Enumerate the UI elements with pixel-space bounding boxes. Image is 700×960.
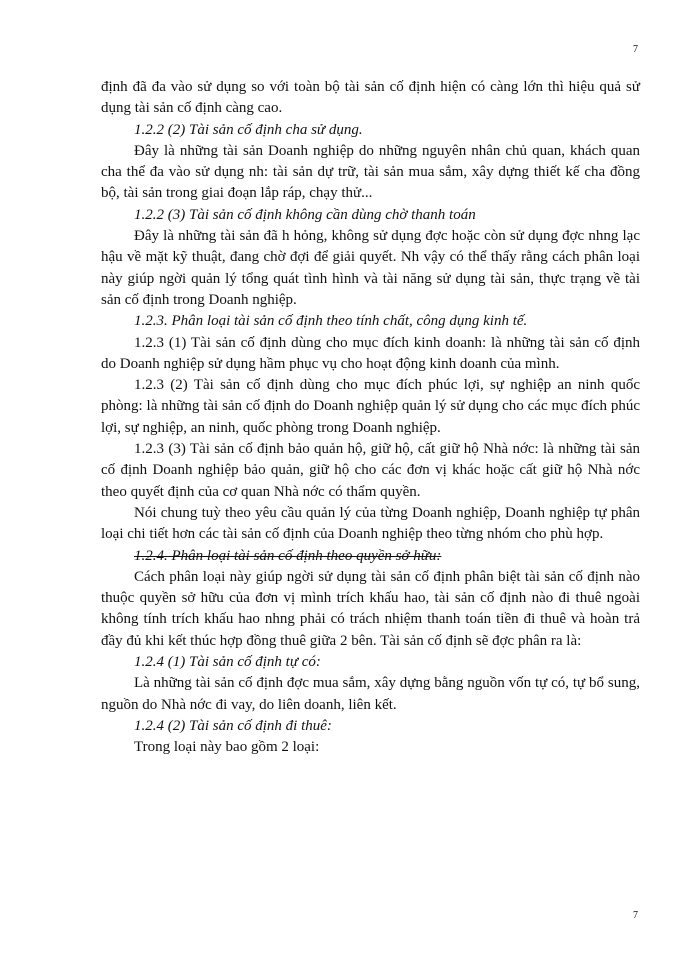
section-heading-1-2-4-2: 1.2.4 (2) Tài sản cố định đi thuê:	[134, 717, 332, 734]
section-heading-1-2-4: 1.2.4. Phân loại tài sản cố định theo quyền sở hữu:	[134, 547, 442, 564]
paragraph-leased-assets: Trong loại này bao gồm 2 loại:	[134, 739, 320, 756]
paragraph-owned-assets: Là những tài sản cố định đợc mua sắm, xây dựng bằng nguồn vốn tự có, tự bổ sung, nguồn do Nhà nớc đi vay, do liên doanh, liên kết.	[101, 675, 640, 713]
section-heading-1-2-2-3: 1.2.2 (3) Tài sản cố định không cần dùng chờ thanh toán	[134, 206, 476, 223]
paragraph-unused-assets: Đây là những tài sản Doanh nghiệp do những nguyên nhân chủ quan, khách quan cha thể đa vào sử dụng nh: tài sản dự trữ, tài sản mua sắm, xây dựng thiết kế cha đồng bộ, tài sản trong giai đoạn lắp ráp, chạy thử...	[101, 142, 640, 202]
paragraph-1-2-3-3: 1.2.3 (3) Tài sản cố định bảo quản hộ, giữ hộ, cất giữ hộ Nhà nớc: là những tài sản cố định Doanh nghiệp bảo quản, giữ hộ cho các đơn vị khác hoặc cất giữ hộ Nhà nớc theo quyết định của cơ quan Nhà nớc có thẩm quyền.	[101, 441, 640, 500]
section-heading-1-2-4-1: 1.2.4 (1) Tài sản cố định tự có:	[134, 654, 321, 671]
paragraph-continuation: định đã đa vào sử dụng so với toàn bộ tài sản cố định hiện có càng lớn thì hiệu quả sử dụng tài sản cố định càng cao.	[101, 79, 640, 117]
paragraph-unneeded-assets: Đây là những tài sản đã h hỏng, không sử dụng đợc hoặc còn sử dụng đợc nhng lạc hậu về mặt kỹ thuật, đang chờ đợi để giải quyết. Nh vậy có thể thấy rằng cách phân loại này giúp ngời quản lý tổng quát tình hình và tài năng sử dụng tài sản, thực trạng về tài sản cố định trong Doanh nghiệp.	[101, 228, 640, 308]
section-heading-1-2-2-2: 1.2.2 (2) Tài sản cố định cha sử dụng.	[134, 121, 363, 138]
section-heading-1-2-3: 1.2.3. Phân loại tài sản cố định theo tính chất, công dụng kinh tế.	[134, 313, 528, 330]
paragraph-general: Nói chung tuỳ theo yêu cầu quản lý của từng Doanh nghiệp, Doanh nghiệp tự phân loại chi tiết hơn các tài sản cố định của Doanh nghiệp theo từng nhóm cho phù hợp.	[101, 504, 640, 543]
paragraph-1-2-3-2: 1.2.3 (2) Tài sản cố định dùng cho mục đích phúc lợi, sự nghiệp an ninh quốc phòng: là những tài sản cố định do Doanh nghiệp quản lý sử dụng cho các mục đích phúc lợi, sự nghiệp, an ninh, quốc phòng trong Doanh nghiệp.	[101, 377, 640, 436]
document-body	[101, 77, 640, 759]
paragraph-ownership: Cách phân loại này giúp ngời sử dụng tài sản cố định phân biệt tài sản cố định nào thuộc quyền sở hữu của đơn vị mình trích khấu hao, tài sản cố định nào đi thuê ngoài không tính trích khấu hao nhng phải có trách nhiệm thanh toán tiền đi thuê và hoàn trả đầy đủ khi kết thúc hợp đồng thuê giữa 2 bên. Tài sản cố định sẽ đợc phân ra là:	[101, 568, 640, 649]
page-number-top: 7	[633, 44, 638, 55]
paragraph-1-2-3-1: 1.2.3 (1) Tài sản cố định dùng cho mục đích kinh doanh: là những tài sản cố định do Doanh nghiệp sử dụng hầm phục vụ cho hoạt động kinh doanh của mình.	[101, 334, 640, 372]
page-number-bottom: 7	[633, 910, 638, 921]
